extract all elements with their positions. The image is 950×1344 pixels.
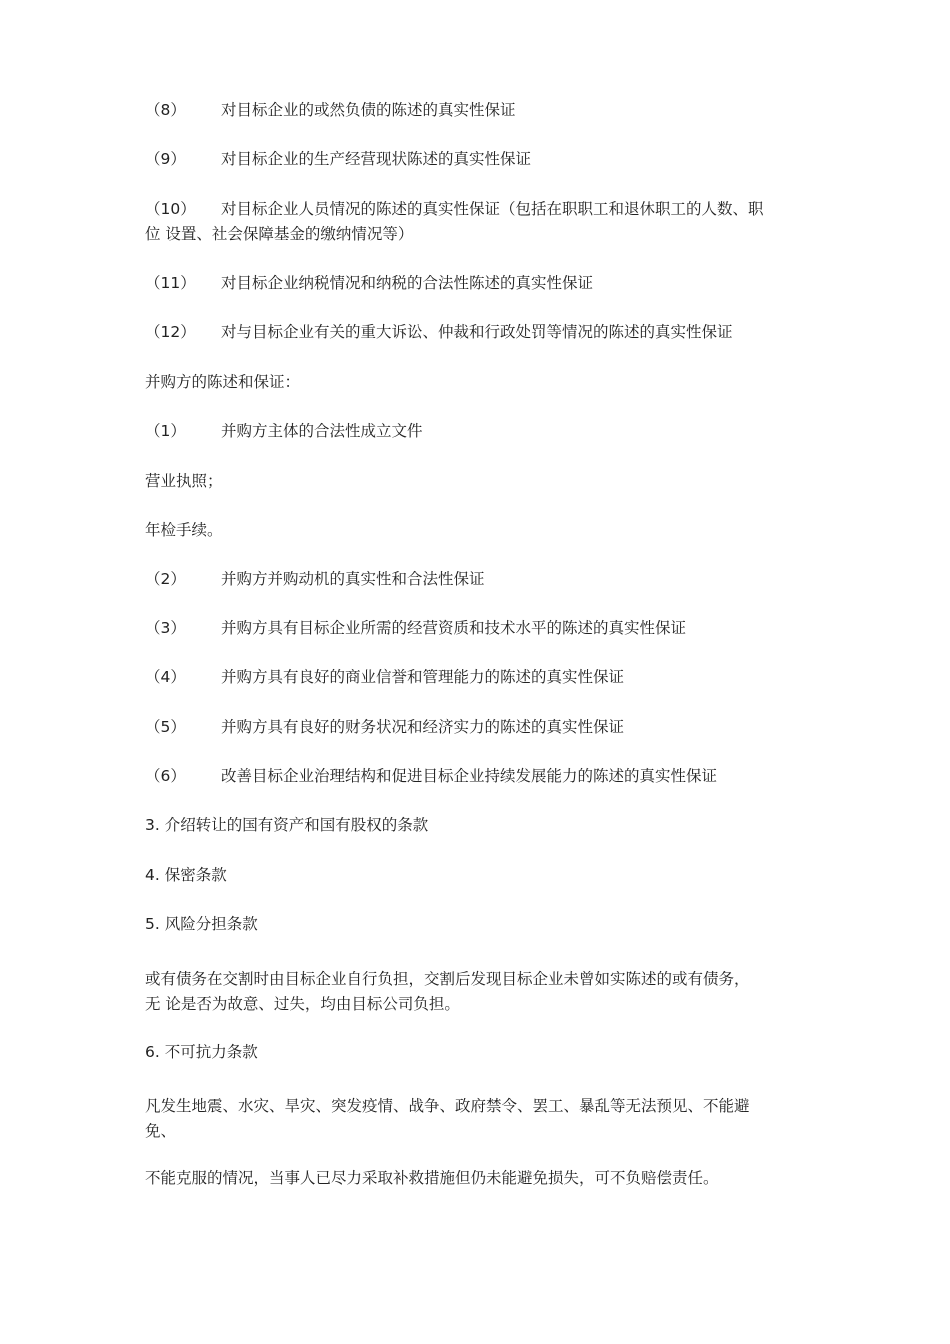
item-number: （6）	[145, 767, 186, 785]
item-text: 并购方主体的合法性成立文件	[221, 422, 423, 440]
clause-item	[145, 271, 593, 296]
item-number: （12）	[145, 323, 196, 341]
clause-item	[145, 320, 733, 345]
paragraph-text: 不能克服的情况，当事人已尽力采取补救措施但仍未能避免损失，可不负赔偿责任。	[145, 1169, 719, 1187]
clause-item	[145, 665, 624, 690]
paragraph	[145, 967, 750, 992]
item-number: （8）	[145, 101, 186, 119]
item-text: 并购方并购动机的真实性和合法性保证	[221, 570, 485, 588]
paragraph	[145, 518, 223, 543]
item-number: （4）	[145, 668, 186, 686]
item-text: 对目标企业的生产经营现状陈述的真实性保证	[221, 150, 532, 168]
item-text: 对目标企业人员情况的陈述的真实性保证（包括在职职工和退休职工的人数、职	[221, 200, 764, 218]
item-text: 改善目标企业治理结构和促进目标企业持续发展能力的陈述的真实性保证	[221, 767, 718, 785]
heading-text: 4. 保密条款	[145, 866, 227, 884]
clause-item	[145, 616, 686, 641]
item-number: （1）	[145, 422, 186, 440]
paragraph	[145, 1094, 750, 1119]
item-number: （2）	[145, 570, 186, 588]
paragraph	[145, 469, 223, 494]
clause-item	[145, 419, 423, 444]
paragraph-text: 或有债务在交割时由目标企业自行负担，交割后发现目标企业未曾如实陈述的或有债务，	[145, 970, 750, 988]
clause-item	[145, 98, 516, 123]
paragraph-text: 并购方的陈述和保证：	[145, 373, 301, 391]
item-number: （10）	[145, 200, 196, 218]
clause-item	[145, 764, 717, 789]
section-heading	[145, 1040, 258, 1065]
section-heading	[145, 813, 428, 838]
item-text-continuation: 位 设置、社会保障基金的缴纳情况等）	[145, 225, 414, 243]
paragraph-continuation	[145, 992, 460, 1017]
paragraph-text-continuation: 无 论是否为故意、过失，均由目标公司负担。	[145, 995, 460, 1013]
item-text: 并购方具有良好的财务状况和经济实力的陈述的真实性保证	[221, 718, 625, 736]
paragraph-text: 凡发生地震、水灾、旱灾、突发疫情、战争、政府禁令、罢工、暴乱等无法预见、不能避	[145, 1097, 750, 1115]
heading-text: 5. 风险分担条款	[145, 915, 258, 933]
item-number: （9）	[145, 150, 186, 168]
item-number: （3）	[145, 619, 186, 637]
paragraph-text-continuation: 免、	[145, 1122, 177, 1140]
clause-item	[145, 147, 531, 172]
section-heading	[145, 863, 227, 888]
item-text: 并购方具有良好的商业信誉和管理能力的陈述的真实性保证	[221, 668, 625, 686]
clause-item	[145, 567, 485, 592]
paragraph-text: 年检手续。	[145, 521, 223, 539]
item-text: 对目标企业纳税情况和纳税的合法性陈述的真实性保证	[221, 274, 594, 292]
item-text: 对目标企业的或然负债的陈述的真实性保证	[221, 101, 516, 119]
clause-item	[145, 715, 624, 740]
section-heading	[145, 912, 258, 937]
heading-text: 6. 不可抗力条款	[145, 1043, 258, 1061]
item-number: （5）	[145, 718, 186, 736]
section-heading	[145, 370, 300, 395]
item-number: （11）	[145, 274, 196, 292]
paragraph	[145, 1166, 719, 1191]
heading-text: 3. 介绍转让的国有资产和国有股权的条款	[145, 816, 429, 834]
clause-item	[145, 197, 764, 222]
item-text: 对与目标企业有关的重大诉讼、仲裁和行政处罚等情况的陈述的真实性保证	[221, 323, 733, 341]
clause-item-continuation	[145, 222, 413, 247]
item-text: 并购方具有目标企业所需的经营资质和技术水平的陈述的真实性保证	[221, 619, 687, 637]
paragraph-text: 营业执照；	[145, 472, 223, 490]
paragraph-continuation	[145, 1119, 176, 1144]
